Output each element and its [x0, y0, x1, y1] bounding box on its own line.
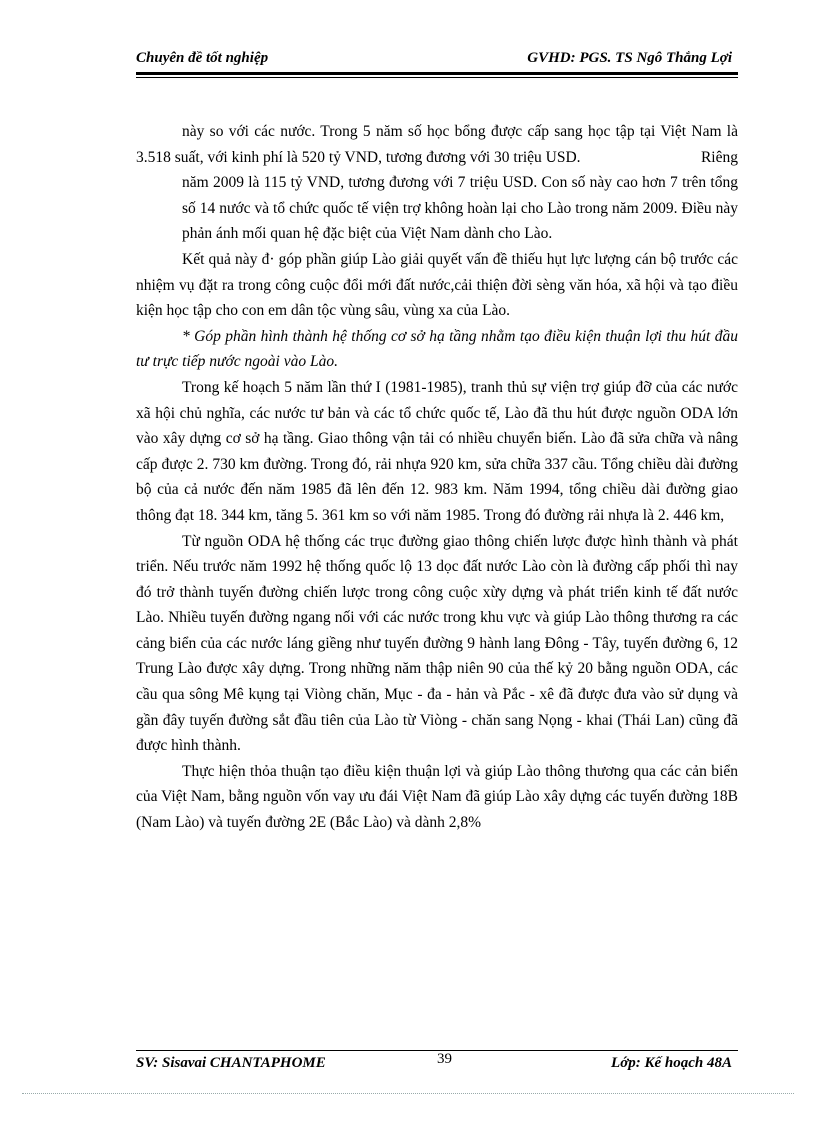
paragraph-scholarship — [136, 119, 738, 170]
footer-class: Lớp: Kế hoạch 48A — [611, 1055, 732, 1071]
paragraph-text: này so với các nước. Trong 5 năm số học bổng được cấp sang học tập tại Việt Nam là 3.518 suất, với kinh phí là 520 tỷ VND, tương đương với 30 triệu USD. — [136, 123, 738, 166]
header-rule — [136, 72, 738, 75]
header-rule-thin — [136, 77, 738, 78]
header-thesis-title: Chuyên đề tốt nghiệp — [136, 50, 269, 66]
page-boundary — [22, 1093, 794, 1094]
header-supervisor: GVHD: PGS. TS Ngô Thắng Lợi — [527, 50, 732, 66]
paragraph-oda-roads: Từ nguồn ODA hệ thống các trục đường giao thông chiến lược được hình thành và phát triển. Nếu trước năm 1992 hệ thống quốc lộ 13 dọc đất nước Lào còn là đường cấp phối thì nay đó trở thành tuyến đường chiến lược trong công cuộc xừy dựng và phát triển kinh tế đất nước Lào. Nhiều tuyến đường ngang nối với các nước trong khu vực và giúp Lào thông thương ra các cảng biển của các nước láng giềng như tuyến đường 9 hành lang Đông - Tây, tuyến đường 6, 12 Trung Lào được xây dựng. Trong những năm thập niên 90 của thế kỷ 20 bằng nguồn ODA, các cầu qua sông Mê kụng tại Viòng chăn, Mục - đa - hản và Pắc - xê đã được đưa vào sử dụng và gần đây tuyến đường sắt đầu tiên của Lào từ Viòng - chăn sang Nọng - khai (Thái Lan) cũng đã được hình thành. — [136, 532, 738, 755]
footer-student: SV: Sisavai CHANTAPHOME — [136, 1055, 326, 1071]
paragraph-seaports: Thực hiện thỏa thuận tạo điều kiện thuận lợi và giúp Lào thông thương qua các cản biển của Việt Nam, bằng nguồn vốn vay ưu đái Việt Nam đã giúp Lào xây dựng các tuyến đường 18B (Nam Lào) và tuyến đường 2E (Bắc Lào) và dành 2,8% — [136, 762, 738, 832]
page-footer — [136, 1053, 738, 1077]
document-body — [136, 119, 738, 836]
paragraph-five-year-plan: Trong kế hoạch 5 năm lần thứ I (1981-1985), tranh thủ sự viện trợ giúp đỡ của các nước xã hội chủ nghĩa, các nước tư bản và các tổ chức quốc tế, Lào đã thu hút được nguồn ODA lớn vào xây dựng cơ sở hạ tầng. Giao thông vận tải có nhiều chuyển biến. Lào đã sửa chữa và nâng cấp được 2. 730 km đường. Trong đó, rải nhựa 920 km, sửa chữa 337 cầu. Tổng chiều dài đường bộ của cả nước đến năm 1985 đã lên đến 12. 983 km. Năm 1994, tổng chiều dài đường giao thông đạt 18. 344 km, tăng 5. 361 km so với năm 1985. Trong đó đường rải nhựa là 2. 446 km, — [136, 378, 738, 524]
paragraph-scholarship-cont: năm 2009 là 115 tỷ VND, tương đương với 7 triệu USD. Con số này cao hơn 7 trên tổng số 14 nước và tổ chức quốc tế viện trợ không hoàn lại cho Lào trong năm 2009. Điều này phản ánh mối quan hệ đặc biệt của Việt Nam dành cho Lào. — [182, 174, 738, 243]
paragraph-results: Kết quả này đ· góp phần giúp Lào giải quyết vấn đề thiếu hụt lực lượng cán bộ trước các nhiệm vụ đặt ra trong công cuộc đổi mới đất nước,cải thiện đời sèng văn hóa, xã hội và tạo điều kiện học tập cho con em dân tộc vùng sâu, vùng xa của Lào. — [136, 250, 738, 320]
paragraph-infrastructure-heading: * Góp phần hình thành hệ thống cơ sở hạ tầng nhằm tạo điều kiện thuận lợi thu hút đầu tư trực tiếp nước ngoài vào Lào. — [136, 327, 738, 371]
page-number: 39 — [437, 1051, 452, 1067]
page-header — [136, 50, 738, 72]
paragraph-text-riêng: Riêng — [700, 148, 738, 166]
